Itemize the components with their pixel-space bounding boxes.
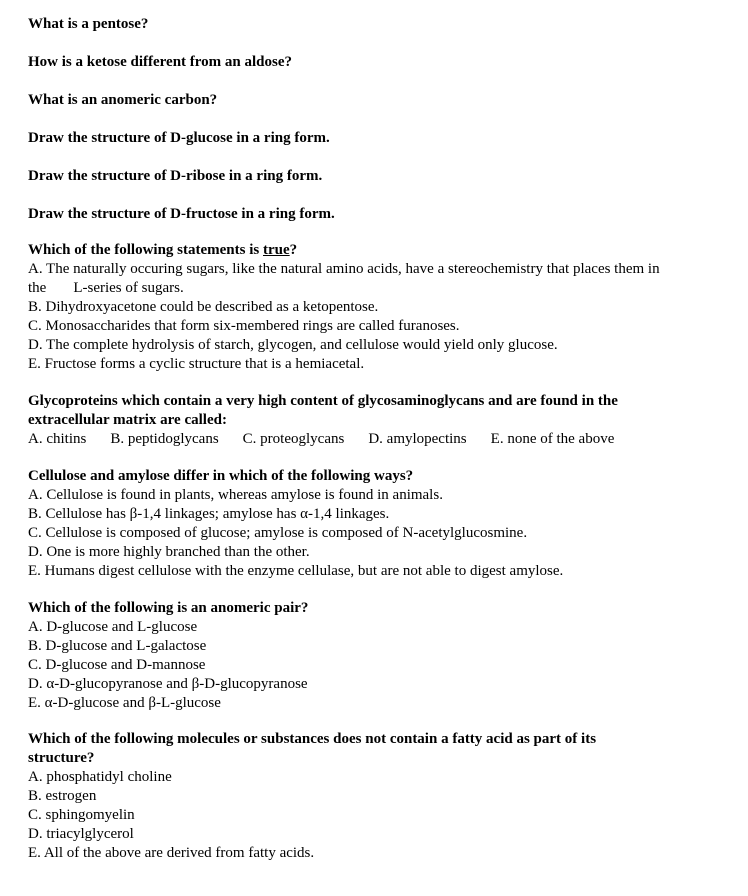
option-e: E. All of the above are derived from fatty acids. <box>28 845 315 861</box>
question-7 <box>28 241 728 374</box>
emphasis-true: true <box>263 242 290 258</box>
question-1 <box>28 15 728 34</box>
option-a: A. Cellulose is found in plants, whereas amylose is found in animals. <box>28 487 443 503</box>
option-a: A. The naturally occuring sugars, like the natural amino acids, have a stereochemistry that places them in <box>28 261 660 277</box>
question-3 <box>28 91 728 110</box>
question-11 <box>28 730 728 863</box>
option-b: B. D-glucose and L-galactose <box>28 638 207 654</box>
option-a: A. chitins <box>28 431 87 447</box>
option-c: C. proteoglycans <box>242 431 345 447</box>
question-text: How is a ketose different from an aldose? <box>28 54 293 70</box>
option-b: B. peptidoglycans <box>110 431 219 447</box>
option-c: C. sphingomyelin <box>28 807 135 823</box>
question-text: What is an anomeric carbon? <box>28 92 218 108</box>
question-6 <box>28 205 728 224</box>
option-d: D. amylopectins <box>368 431 467 447</box>
question-10 <box>28 599 728 713</box>
option-d: D. triacylglycerol <box>28 826 134 842</box>
option-d: D. α-D-glucopyranose and β-D-glucopyranose <box>28 676 308 692</box>
option-e: E. none of the above <box>490 431 615 447</box>
question-2 <box>28 53 728 72</box>
question-5 <box>28 167 728 186</box>
option-e: E. α-D-glucose and β-L-glucose <box>28 695 221 711</box>
option-b: B. Cellulose has β-1,4 linkages; amylose has α-1,4 linkages. <box>28 506 390 522</box>
question-text-line-2: extracellular matrix are called: <box>28 412 227 428</box>
question-text: Cellulose and amylose differ in which of the following ways? <box>28 468 414 484</box>
option-a: A. D-glucose and L-glucose <box>28 619 198 635</box>
question-text: Draw the structure of D-ribose in a ring form. <box>28 168 323 184</box>
question-text: Draw the structure of D-fructose in a ring form. <box>28 206 335 222</box>
question-text: Which of the following is an anomeric pair? <box>28 600 309 616</box>
option-c: C. Monosaccharides that form six-membered rings are called furanoses. <box>28 318 460 334</box>
option-e: E. Fructose forms a cyclic structure that is a hemiacetal. <box>28 356 365 372</box>
option-d: D. One is more highly branched than the other. <box>28 544 310 560</box>
question-text-line-1: Which of the following molecules or substances does not contain a fatty acid as part of its <box>28 731 597 747</box>
option-e: E. Humans digest cellulose with the enzyme cellulase, but are not able to digest amylose. <box>28 563 564 579</box>
question-text: What is a pentose? <box>28 16 149 32</box>
question-text-line-1: Glycoproteins which contain a very high content of glycosaminoglycans and are found in the <box>28 393 618 409</box>
option-b: B. estrogen <box>28 788 97 804</box>
option-c: C. D-glucose and D-mannose <box>28 657 206 673</box>
question-8 <box>28 392 728 449</box>
question-9 <box>28 467 728 581</box>
question-text: Which of the following statements is true? <box>28 242 298 258</box>
question-4 <box>28 129 728 148</box>
option-a-continued: the L-series of sugars. <box>28 280 184 296</box>
option-a: A. phosphatidyl choline <box>28 769 172 785</box>
option-d: D. The complete hydrolysis of starch, glycogen, and cellulose would yield only glucose. <box>28 337 558 353</box>
question-text: Draw the structure of D-glucose in a ring form. <box>28 130 330 146</box>
options-row <box>28 430 728 449</box>
option-c: C. Cellulose is composed of glucose; amylose is composed of N-acetylglucosmine. <box>28 525 528 541</box>
question-text-line-2: structure? <box>28 750 95 766</box>
option-b: B. Dihydroxyacetone could be described as a ketopentose. <box>28 299 379 315</box>
